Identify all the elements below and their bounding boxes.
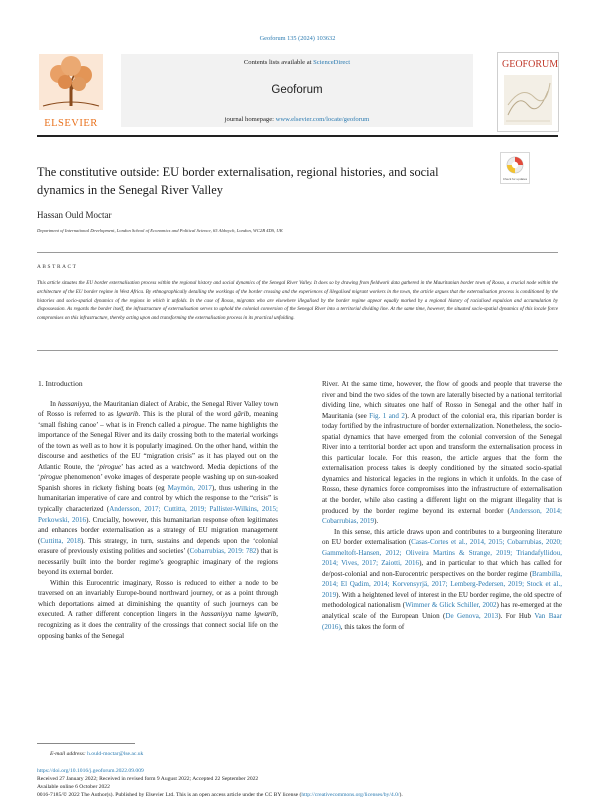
author-name: Hassan Ould Moctar: [37, 210, 112, 220]
citation-link[interactable]: Andersson, 2017; Cuttitta, 2019; Pallister-Wilkins, 2015; Perkowski, 2016: [38, 505, 278, 524]
abstract-heading: ABSTRACT: [37, 264, 78, 270]
body-column-right: [322, 379, 562, 632]
sciencedirect-link[interactable]: ScienceDirect: [313, 59, 351, 66]
figure-link[interactable]: Fig. 1 and 2: [369, 411, 405, 420]
footnote-rule: [37, 743, 135, 744]
citation-link[interactable]: Andersson, 2014; Cobarrubias, 2019: [322, 506, 562, 526]
crossmark-icon: [501, 153, 529, 183]
author-email-link[interactable]: h.ould-moctar@lse.ac.uk: [87, 751, 144, 757]
body-column-left: [38, 379, 278, 641]
citation-link[interactable]: Maymón, 2017: [167, 483, 212, 492]
cover-map-icon: [504, 75, 552, 125]
citation-link[interactable]: De Genova, 2013: [445, 612, 499, 621]
section-heading: 1. Introduction: [38, 379, 83, 388]
journal-cover-thumbnail: [497, 52, 559, 132]
intro-paragraph-3: In this sense, this article draws upon and contributes to a burgeoning literature on EU border externalisation (Casas-Cortes et al., 2014, 2015; Cobarrubias, 2020; Gammeltoft-Hansen, 2012; Oliveira Martins & Strange, 2019; Triandafyllidou, 2014; Vives, 2017; Zaiotti, 2016), and in particular to that which has called for de/post-colonial and non-Eurocentric perspectives on the border regime (Brambilla, 2014; El Qadim, 2014; Korvensyrjä, 2017; Lemberg-Pedersen, 2019; Stock et al., 2019). With a heightened level of interest in the EU border regime, the old spectre of methodological nationalism (Wimmer & Glick Schiller, 2002) has re-emerged at the analytical scale of the European Union (De Genova, 2013). For Hub Van Baar (2016), this takes the form of: [322, 527, 562, 631]
intro-paragraph-1: In hassaniyya, the Mauritanian dialect of Arabic, the Senegal River Valley town of Rosso is referred to as lgwarib. This is the plural of the word gărib, meaning ‘small fishing canoe’ – what is in French called a pirogue. The name highlights the importance of the Senegal River and its daily crossing both to the material workings of the town as well as to how it is popularly imagined. On the other hand, within the discourse and aesthetics of the EU “migration crisis” as it has played out on the Atlantic Route, the ‘pirogue’ has acted as a watchword. Media depictions of the ‘pirogue phenomenon’ evoke images of desperate people washing up on sun-soaked Spanish shores in rickety fishing boats (eg Maymón, 2017), thus ushering in the humanitarian imperative of care and control by which the response to the “crisis” is typically characterized (Andersson, 2017; Cuttitta, 2019; Pallister-Wilkins, 2015; Perkowski, 2016). Crucially, however, this humanitarian response often legitimates and enhances border externalisation as a strategy of EU migration management (Cuttitta, 2018). This strategy, in turn, sustains and depends upon the ‘colonial erasure of previously existing polities and societies’ (Cobarrubias, 2019: 782) that is necessarily built into the border regime’s geographic imaginary of the regions beyond its external border.: [38, 399, 279, 577]
journal-homepage-link[interactable]: www.elsevier.com/locate/geoforum: [275, 116, 370, 123]
cover-title: GEOFORUM: [502, 59, 559, 70]
elsevier-wordmark: ELSEVIER: [44, 118, 98, 129]
author-email-footnote: E-mail address: h.ould-moctar@lse.ac.uk: [50, 751, 144, 757]
crossmark-label: Check for updates: [502, 177, 528, 181]
journal-masthead: [37, 52, 558, 132]
journal-info-box: [121, 54, 473, 127]
citation-link[interactable]: Casas-Cortes et al., 2014, 2015; Cobarrubias, 2020; Gammeltoft-Hansen, 2012; Oliveira Martins & Strange, 2019; Triandafyllidou, 2014; Vives, 2017; Zaiotti, 2016: [322, 538, 562, 568]
citation-link[interactable]: Brambilla, 2014; El Qadim, 2014; Korvensyrjä, 2017; Lemberg-Pedersen, 2019; Stock et al., 2019: [322, 569, 562, 599]
article-title: The constitutive outside: EU border externalisation, regional histories, and social dynamics in the Senegal River Valley: [37, 165, 439, 197]
intro-paragraph-2: Within this Eurocentric imaginary, Rosso is reduced to either a node to be traversed on an invariably Europe-bound northward journey, or as a point through which deportations aimed at diminishing the quantity of such journeys can be executed. A rather different conception lingers in the hassaniyya name lgwarib, recognizing as it does the centrality of the crossings that connect social life on the opposing banks of the Senegal: [38, 578, 278, 640]
license-line: 0016-7185/© 2022 The Author(s). Published by Elsevier Ltd. This is an open access article under the CC BY license (http://creativecommons.org/licenses/by/4.0/).: [37, 792, 403, 799]
citation-link[interactable]: Cuttitta, 2018: [40, 536, 81, 545]
available-online-date: Available online 6 October 2022: [37, 784, 110, 791]
check-for-updates-badge[interactable]: [500, 152, 530, 184]
article-history-footer: [37, 767, 558, 799]
doi-link[interactable]: https://doi.org/10.1016/j.geoforum.2022.09.009: [37, 768, 144, 774]
citation-link[interactable]: Wimmer & Glick Schiller, 2002: [405, 601, 497, 610]
author-affiliation: Department of International Development, London School of Economics and Political Science, 65 Aldwych, London, WC2B 4DS, UK: [37, 228, 283, 233]
abstract-rule-top: [37, 252, 558, 253]
masthead-rule: [37, 135, 558, 137]
abstract-rule-bottom: [37, 350, 558, 351]
journal-homepage-line: journal homepage: www.elsevier.com/locate/geoforum: [224, 116, 370, 123]
abstract-text: This article situates the EU border externalisation process within the regional history and social dynamics of the Senegal River Valley. It does so by drawing from fieldwork data gathered in the Mauritanian border town of Rosso, a crucial node within the architecture of the EU border regime in West Africa. By ethnographically detailing the workings of the border crossing and the experiences of illegalised migrant workers in the town, the article argues that the externalisation process is conditioned by the histories and socio-spatial dynamics of the regions in which it unfolds. In the case of Rosso, migrants who are elsewhere illegalised by the border regime appear equally marked by a regional history of racialised expulsion and accumulation by dispossession. As regards the border itself, the infrastructure of externalisation serves to uphold the colonial conversion of the Senegal River into a territorial dividing line. At the same time, however, the situated socio-spatial dynamics of this locale force compromises on this infrastructure, thereby acting upon and transforming the externalisation process in its practical unfolding.: [37, 280, 558, 322]
intro-paragraph-2-continued: River. At the same time, however, the flow of goods and people that traverse the river and bind the two sides of the town are laterally bisected by a national territorial dividing line, which situates one half of Rosso in Senegal and the other half in Mauritania (see Fig. 1 and 2). A product of the colonial era, this riparian border is today fortified by the infrastructure of border externalization. Nonetheless, the socio-spatial dynamics that have emerged from the colonial conversion of the Senegal River into a territorial border act upon and transform the externalisation process in this particular locale. For this reason, the article argues that the form the externalisation process takes is deeply conditioned by the situated socio-spatial dynamics and historical legacies in the regions in which it unfolds. In the case of Rosso, these dynamics force compromises into the infrastructure of externalisation at the border, while also casting a different light on the migrant illegality that is produced by the border regime beyond its external border (Andersson, 2014; Cobarrubias, 2019).: [322, 380, 562, 526]
received-dates: Received 27 January 2022; Received in revised form 9 August 2022; Accepted 22 September 2022: [37, 776, 259, 783]
license-link[interactable]: http://creativecommons.org/licenses/by/4.0/: [301, 792, 400, 799]
citation-link[interactable]: Van Baar (2016): [322, 612, 562, 631]
citation-header[interactable]: Geoforum 135 (2024) 103632: [259, 35, 336, 42]
elsevier-tree-icon: [37, 52, 105, 130]
citation-link[interactable]: Cobarrubias, 2019: 782: [189, 547, 257, 556]
contents-available-line: Contents lists available at ScienceDirect: [243, 59, 351, 66]
journal-name: Geoforum: [271, 84, 323, 96]
elsevier-logo: [37, 52, 105, 130]
